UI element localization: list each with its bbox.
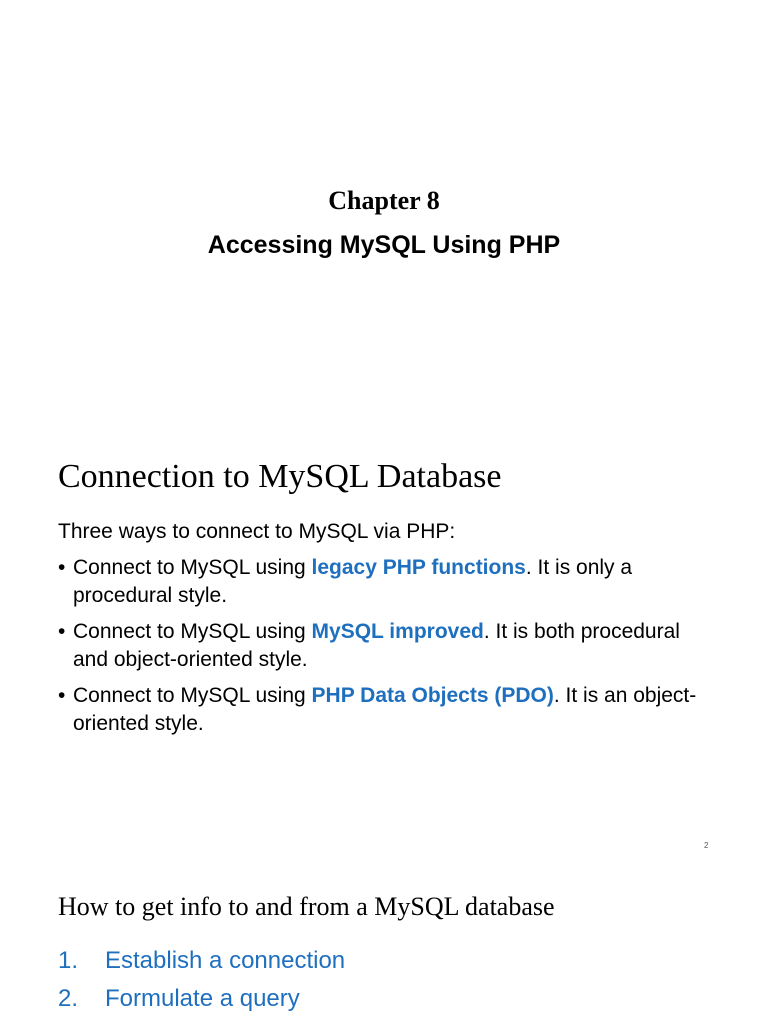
bullet-text: Connect to MySQL using: [73, 620, 312, 643]
page-number: 2: [704, 841, 709, 850]
bullet-item: [58, 554, 718, 610]
list-item-text: Formulate a query: [105, 985, 300, 1012]
bullet-point: •: [58, 620, 66, 643]
numbered-list: [58, 942, 345, 1018]
highlight-term: legacy PHP functions: [311, 556, 526, 579]
slide-connection: [0, 432, 768, 864]
bullet-text: Connect to MySQL using: [73, 556, 312, 579]
bullet-text: . It is an object-oriented style.: [73, 684, 697, 735]
chapter-subtitle: Accessing MySQL Using PHP: [207, 231, 561, 259]
intro-text: Three ways to connect to MySQL via PHP:: [58, 520, 456, 543]
slide-heading: Connection to MySQL Database: [58, 458, 502, 495]
bullet-item: [58, 618, 718, 674]
highlight-term: PHP Data Objects (PDO): [311, 684, 554, 707]
chapter-heading: Chapter 8: [328, 186, 440, 215]
slide-steps: [0, 864, 768, 1024]
bullet-point: •: [58, 556, 66, 579]
list-item: [58, 942, 345, 980]
slide-title: [0, 0, 768, 432]
list-item: [58, 980, 345, 1018]
list-number: 2.: [58, 985, 79, 1012]
bullet-text: . It is only a procedural style.: [73, 556, 633, 607]
bullet-text: . It is both procedural and object-oriented style.: [73, 620, 680, 671]
list-number: 1.: [58, 947, 79, 974]
slide-body: [58, 518, 718, 746]
slide-heading: How to get info to and from a MySQL database: [58, 892, 555, 921]
highlight-term: MySQL improved: [311, 620, 484, 643]
list-item-text: Establish a connection: [105, 947, 346, 974]
bullet-text: Connect to MySQL using: [73, 684, 312, 707]
bullet-point: •: [58, 684, 66, 707]
bullet-item: [58, 682, 718, 738]
